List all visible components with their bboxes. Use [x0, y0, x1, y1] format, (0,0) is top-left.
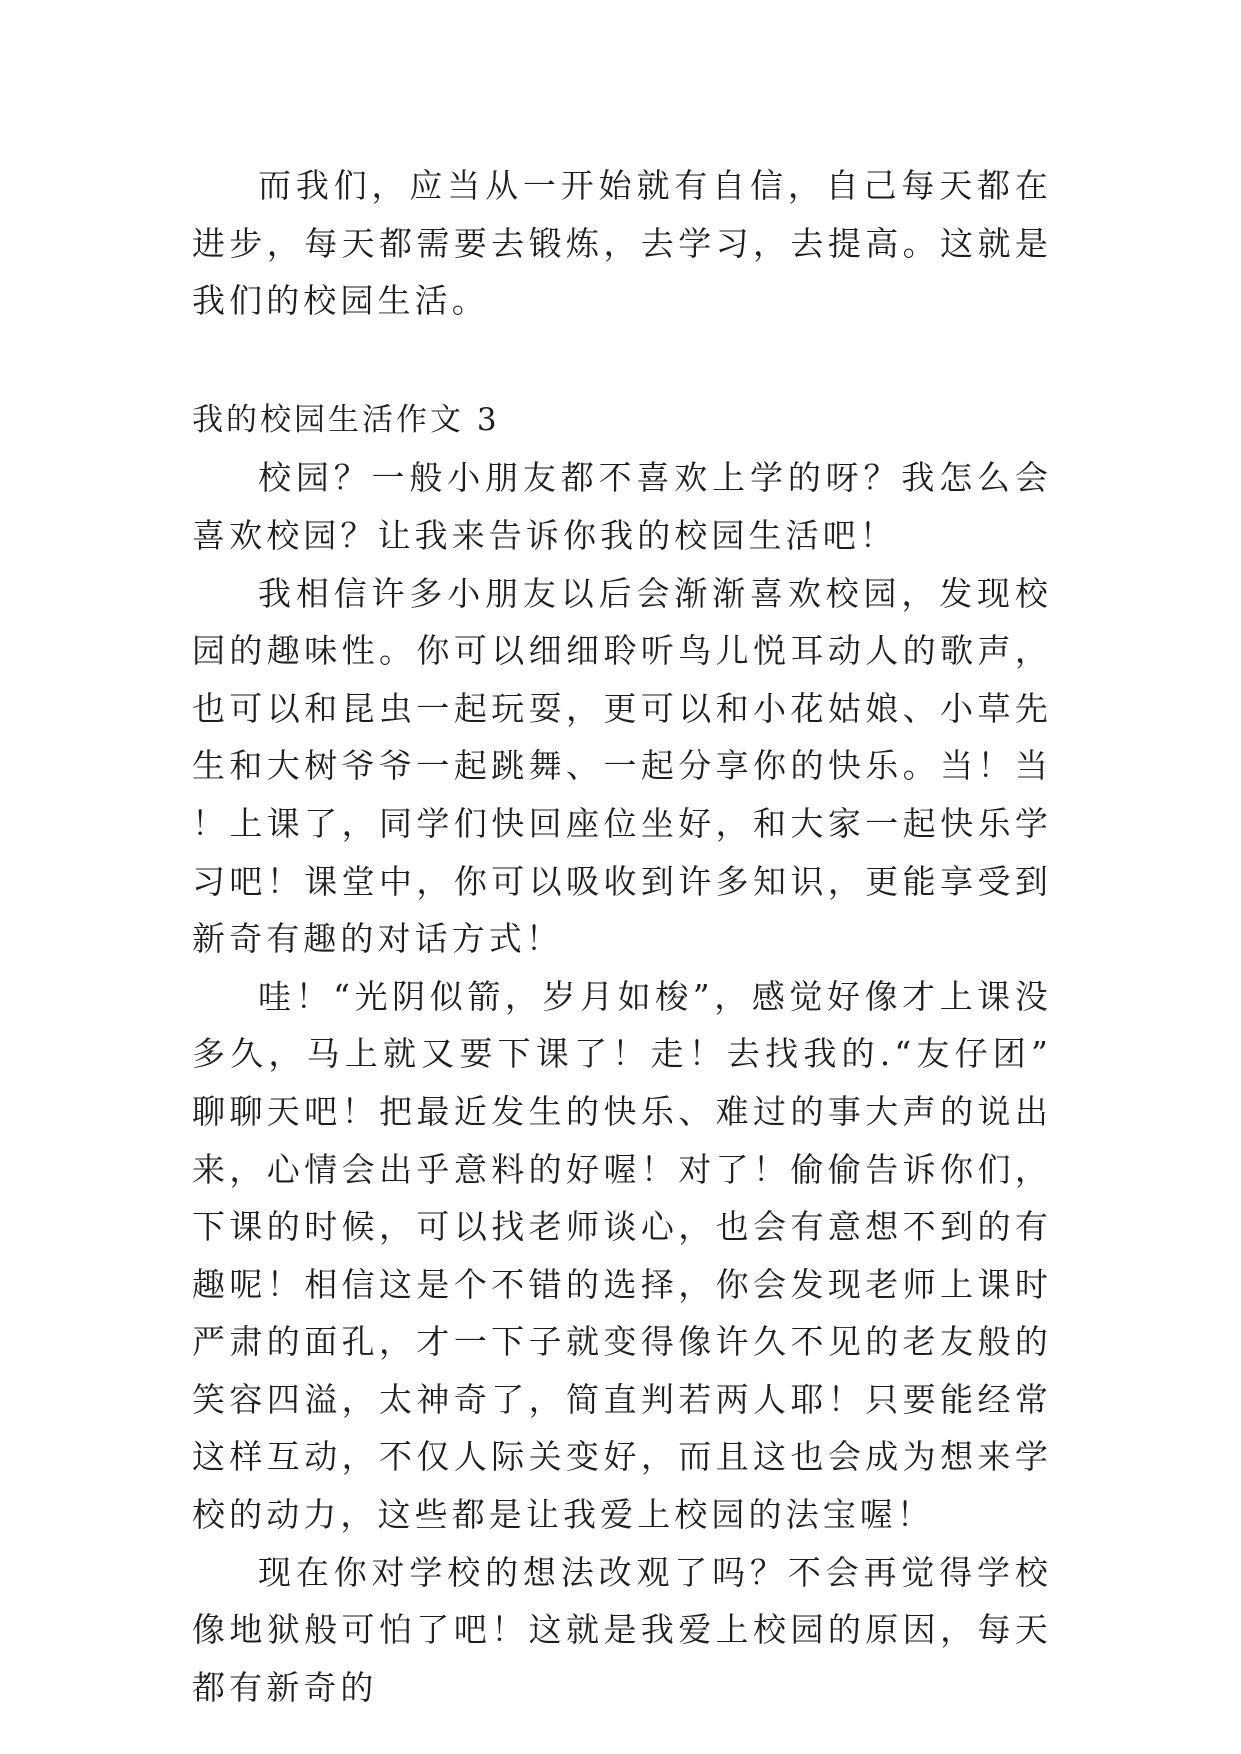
section-title: 我的校园生活作文 3	[192, 401, 500, 438]
document-body	[192, 157, 1052, 1716]
paragraph-4: 现在你对学校的想法改观了吗？不会再觉得学校像地狱般可怕了吧！这就是我爱上校园的原因，每天都有新奇的	[192, 1552, 1052, 1707]
paragraph-2: 我相信许多小朋友以后会渐渐喜欢校园，发现校园的趣味性。你可以细细聆听鸟儿悦耳动人的歌声，也可以和昆虫一起玩耍，更可以和小花姑娘、小草先生和大树爷爷一起跳舞、一起分享你的快乐。当！当！上课了，同学们快回座位坐好，和大家一起快乐学习吧！课堂中，你可以吸收到许多知识，更能享受到新奇有趣的对话方式！	[192, 573, 1052, 959]
paragraph-1: 校园？一般小朋友都不喜欢上学的呀？我怎么会喜欢校园？让我来告诉你我的校园生活吧！	[192, 458, 1052, 555]
paragraph-3: 哇！“光阴似箭，岁月如梭”，感觉好像才上课没多久，马上就又要下课了！走！去找我的.“友仔团”聊聊天吧！把最近发生的快乐、难过的事大声的说出来，心情会出乎意料的好喔！对了！偷偷告诉你们，下课的时候，可以找老师谈心，也会有意想不到的有趣呢！相信这是个不错的选择，你会发现老师上课时严肃的面孔，才一下子就变得像许久不见的老友般的笑容四溢，太神奇了，简直判若两人耶！只要能经常这样互动，不仅人际关变好，而且这也会成为想来学校的动力，这些都是让我爱上校园的法宝喔！	[192, 976, 1052, 1535]
paragraph-intro: 而我们，应当从一开始就有自信，自己每天都在进步，每天都需要去锻炼，去学习，去提高。这就是我们的校园生活。	[192, 166, 1052, 321]
section-spacer	[192, 330, 1052, 392]
